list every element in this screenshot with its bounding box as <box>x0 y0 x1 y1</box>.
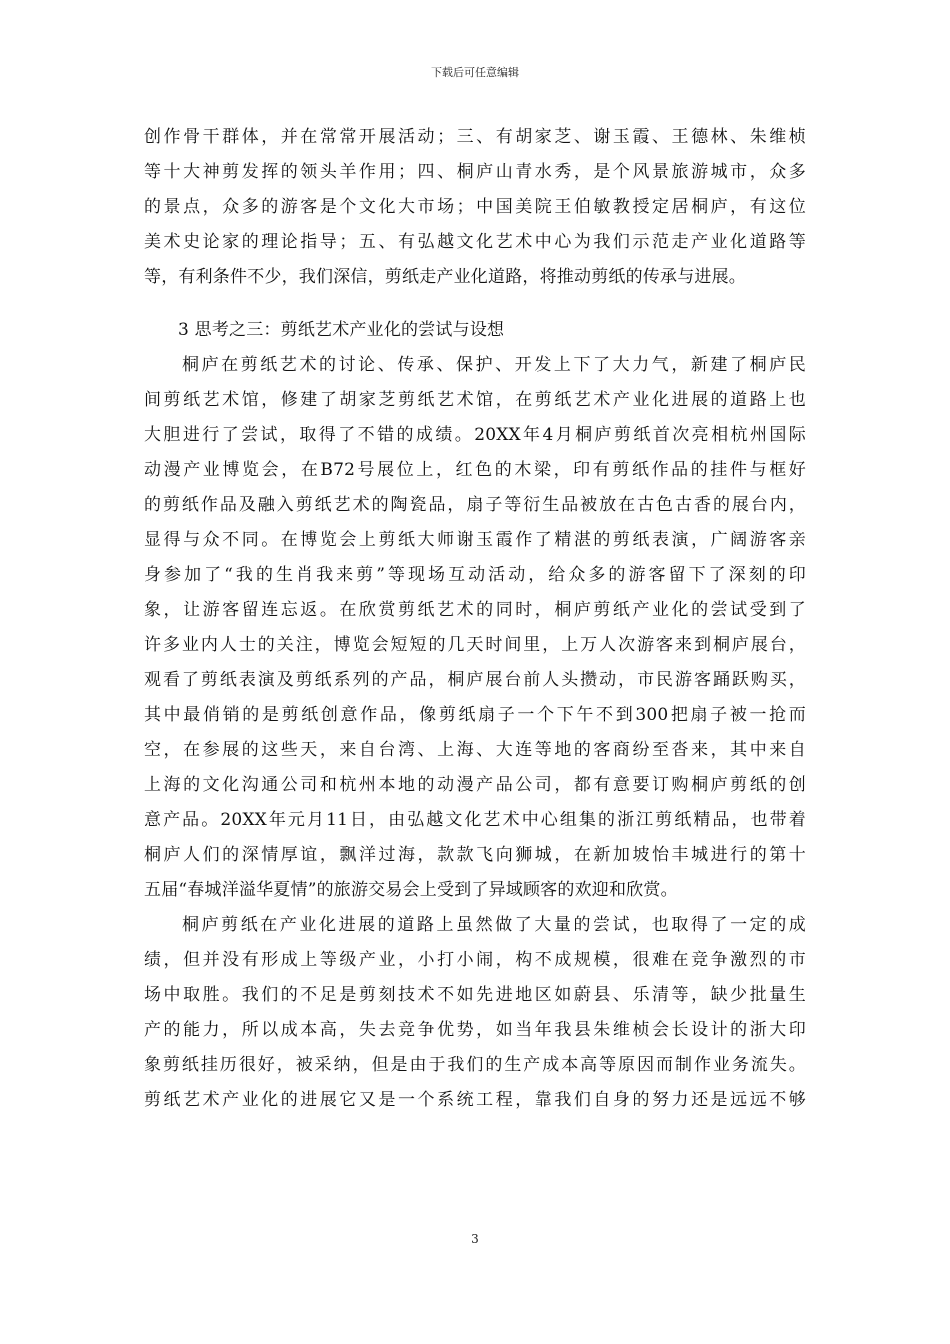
text-line: 美术史论家的理论指导；五、有弘越文化艺术中心为我们示范走产业化道路等 <box>144 232 806 252</box>
text-line: 创作骨干群体，并在常常开展活动；三、有胡家芝、谢玉霞、王德林、朱维桢 <box>144 127 806 147</box>
text-line: 的景点，众多的游客是个文化大市场；中国美院王伯敏教授定居桐庐，有这位 <box>144 197 806 217</box>
text-line: 五届“春城洋溢华夏情”的旅游交易会上受到了异域顾客的欢迎和欣赏。 <box>144 880 678 900</box>
text-line: 剪纸艺术产业化的进展它又是一个系统工程，靠我们自身的努力还是远远不够 <box>144 1090 806 1110</box>
paragraph-continued <box>144 120 806 295</box>
text-line: 象剪纸挂历很好，被采纳，但是由于我们的生产成本高等原因而制作业务流失。 <box>144 1055 806 1075</box>
page-header: 下载后可任意编辑 <box>431 66 519 79</box>
text-line: 桐庐人们的深情厚谊，飘洋过海，款款飞向狮城，在新加坡怡丰城进行的第十 <box>144 845 806 865</box>
text-line: 绩，但并没有形成上等级产业，小打小闹，构不成规模，很难在竞争激烈的市 <box>144 950 806 970</box>
text-line: 身参加了“我的生肖我来剪”等现场互动活动，给众多的游客留下了深刻的印 <box>144 565 806 585</box>
text-line: 上海的文化沟通公司和杭州本地的动漫产品公司，都有意要订购桐庐剪纸的创 <box>144 775 806 795</box>
text-line: 观看了剪纸表演及剪纸系列的产品，桐庐展台前人头攒动，市民游客踊跃购买， <box>144 670 806 690</box>
text-line: 象，让游客留连忘返。在欣赏剪纸艺术的同时，桐庐剪纸产业化的尝试受到了 <box>144 600 806 620</box>
text-line: 桐庐在剪纸艺术的讨论、传承、保护、开发上下了大力气，新建了桐庐民 <box>182 355 806 375</box>
text-line: 场中取胜。我们的不足是剪刻技术不如先进地区如蔚县、乐清等，缺少批量生 <box>144 985 806 1005</box>
text-line: 等，有利条件不少，我们深信，剪纸走产业化道路，将推动剪纸的传承与进展。 <box>144 267 746 287</box>
section-spacer <box>144 295 806 313</box>
section-heading: 3 思考之三：剪纸艺术产业化的尝试与设想 <box>178 320 505 340</box>
text-line: 大胆进行了尝试，取得了不错的成绩。20XX年4月桐庐剪纸首次亮相杭州国际 <box>144 425 806 445</box>
document-body <box>144 120 806 1118</box>
text-line: 产的能力，所以成本高，失去竞争优势，如当年我县朱维桢会长设计的浙大印 <box>144 1020 806 1040</box>
text-line: 动漫产业博览会，在B72号展位上，红色的木梁，印有剪纸作品的挂件与框好 <box>144 460 806 480</box>
page-number: 3 <box>471 1232 479 1246</box>
paragraph-shortcomings <box>144 908 806 1118</box>
text-line: 桐庐剪纸在产业化进展的道路上虽然做了大量的尝试，也取得了一定的成 <box>182 915 806 935</box>
text-line: 间剪纸艺术馆，修建了胡家芝剪纸艺术馆，在剪纸艺术产业化进展的道路上也 <box>144 390 806 410</box>
text-line: 的剪纸作品及融入剪纸艺术的陶瓷品，扇子等衍生品被放在古色古香的展台内， <box>144 495 806 515</box>
text-line: 显得与众不同。在博览会上剪纸大师谢玉霞作了精湛的剪纸表演，广阔游客亲 <box>144 530 806 550</box>
text-line: 等十大神剪发挥的领头羊作用；四、桐庐山青水秀，是个风景旅游城市，众多 <box>144 162 806 182</box>
text-line: 空，在参展的这些天，来自台湾、上海、大连等地的客商纷至沓来，其中来自 <box>144 740 806 760</box>
paragraph-trials <box>144 348 806 908</box>
text-line: 意产品。20XX年元月11日，由弘越文化艺术中心组集的浙江剪纸精品，也带着 <box>144 810 806 830</box>
text-line: 其中最俏销的是剪纸创意作品，像剪纸扇子一个下午不到300把扇子被一抢而 <box>144 705 806 725</box>
text-line: 许多业内人士的关注，博览会短短的几天时间里，上万人次游客来到桐庐展台， <box>144 635 806 655</box>
